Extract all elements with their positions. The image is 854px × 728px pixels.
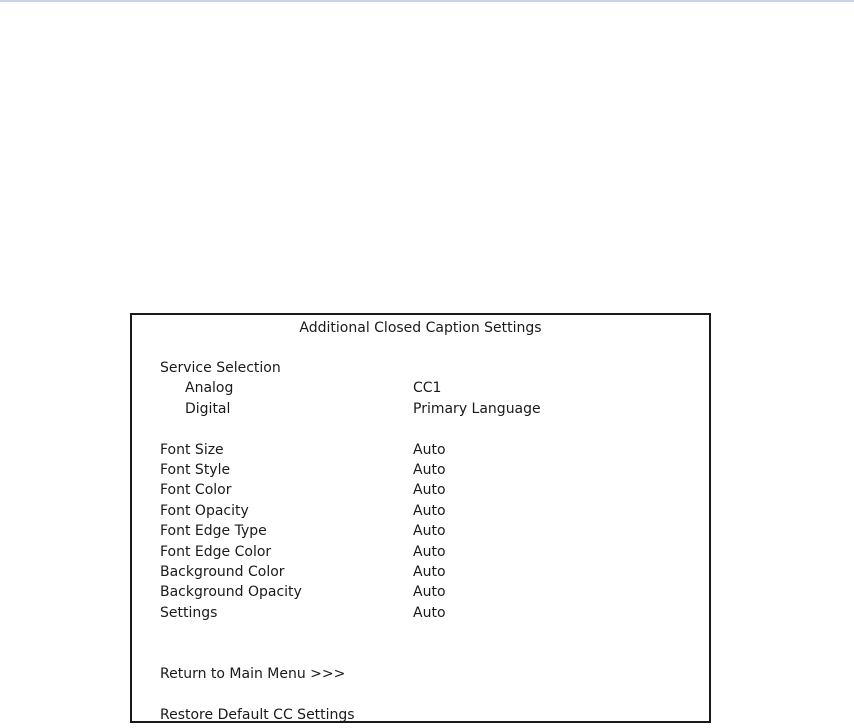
background-color-label: Background Color bbox=[160, 564, 285, 580]
menu-item-settings[interactable] bbox=[132, 603, 709, 623]
background-opacity-label: Background Opacity bbox=[160, 584, 302, 601]
analog-value: CC1 bbox=[413, 380, 442, 397]
menu-item-font-edge-color[interactable] bbox=[132, 542, 709, 562]
font-size-value: Auto bbox=[413, 441, 446, 458]
return-to-main-menu-label: Return to Main Menu >>> bbox=[160, 666, 346, 682]
font-edge-color-label: Font Edge Color bbox=[160, 543, 272, 560]
menu-item-digital[interactable] bbox=[132, 399, 709, 419]
menu-item-font-style[interactable] bbox=[132, 460, 709, 480]
menu-item-background-color[interactable] bbox=[132, 562, 709, 582]
restore-default-cc-settings-link[interactable] bbox=[132, 705, 709, 725]
digital-label: Digital bbox=[185, 400, 231, 417]
menu-item-font-edge-type[interactable] bbox=[132, 521, 709, 541]
font-color-label: Font Color bbox=[160, 482, 232, 499]
font-edge-color-value: Auto bbox=[413, 543, 446, 560]
digital-value: Primary Language bbox=[413, 400, 541, 417]
return-to-main-menu-link[interactable] bbox=[132, 664, 709, 684]
menu-item-font-size[interactable] bbox=[132, 440, 709, 460]
font-opacity-label: Font Opacity bbox=[160, 502, 249, 519]
font-edge-type-value: Auto bbox=[413, 523, 446, 540]
menu-item-font-opacity[interactable] bbox=[132, 501, 709, 521]
analog-label: Analog bbox=[185, 380, 234, 397]
settings-value: Auto bbox=[413, 604, 446, 621]
font-opacity-value: Auto bbox=[413, 502, 446, 519]
closed-caption-settings-panel bbox=[130, 313, 711, 723]
background-color-value: Auto bbox=[413, 564, 446, 580]
font-style-value: Auto bbox=[413, 462, 446, 478]
panel-title: Additional Closed Caption Settings bbox=[299, 320, 542, 336]
restore-default-cc-settings-label: Restore Default CC Settings bbox=[160, 707, 355, 723]
menu-item-font-color[interactable] bbox=[132, 480, 709, 500]
service-selection-heading-row bbox=[132, 358, 709, 378]
font-size-label: Font Size bbox=[160, 441, 224, 458]
settings-label: Settings bbox=[160, 604, 218, 621]
service-selection-heading: Service Selection bbox=[160, 360, 281, 376]
font-style-label: Font Style bbox=[160, 462, 231, 478]
font-color-value: Auto bbox=[413, 482, 446, 499]
menu-item-background-opacity[interactable] bbox=[132, 582, 709, 602]
background-opacity-value: Auto bbox=[413, 584, 446, 601]
menu-item-analog[interactable] bbox=[132, 378, 709, 398]
font-edge-type-label: Font Edge Type bbox=[160, 523, 267, 540]
top-rule bbox=[0, 0, 854, 2]
